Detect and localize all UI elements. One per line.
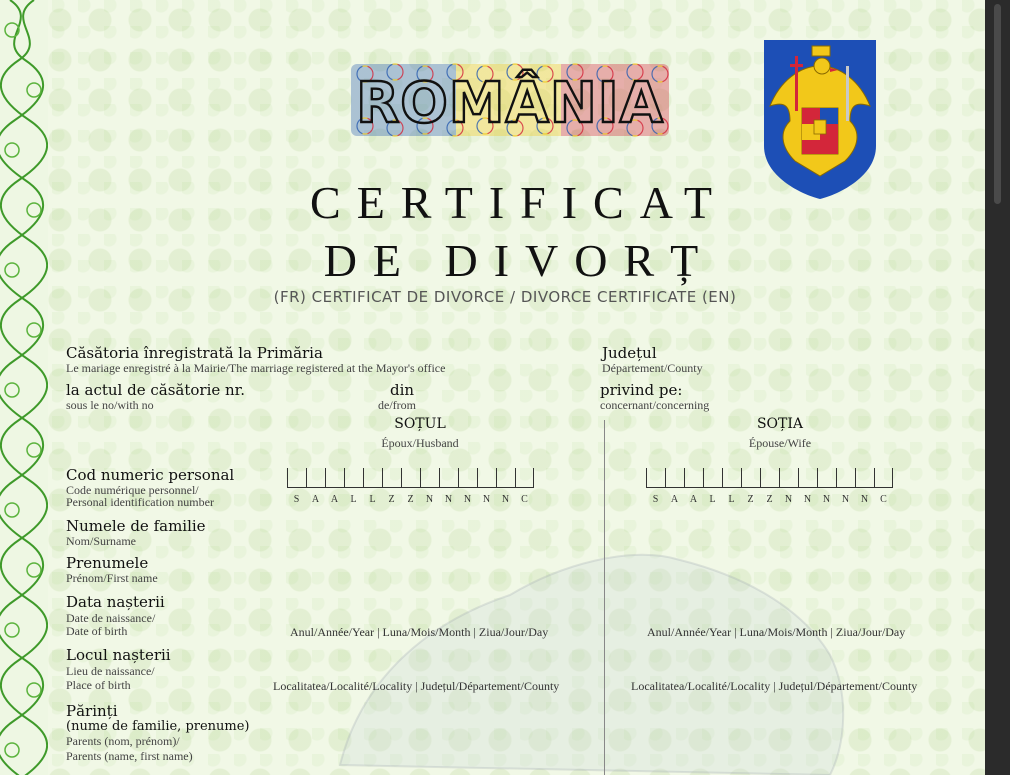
concerning-label: privind pe: bbox=[600, 381, 683, 399]
cnp-digit-box[interactable] bbox=[401, 468, 420, 488]
cnp-digit-box[interactable] bbox=[741, 468, 760, 488]
husband-birth-date-hint: Anul/Année/Year | Luna/Mois/Month | Ziua/Jour/Day bbox=[290, 625, 549, 639]
wife-birth-date-hint: Anul/Année/Year | Luna/Mois/Month | Ziua/Jour/Day bbox=[647, 625, 906, 639]
cnp-letter: A bbox=[670, 494, 679, 505]
decorative-border bbox=[0, 0, 48, 775]
cnp-digit-box[interactable] bbox=[439, 468, 458, 488]
cnp-digit-box[interactable] bbox=[646, 468, 665, 488]
cnp-letter: L bbox=[709, 494, 716, 505]
cnp-letter: C bbox=[521, 494, 528, 505]
cnp-digit-box[interactable] bbox=[344, 468, 363, 488]
cnp-letter: A bbox=[330, 494, 339, 505]
cnp-letter: Z bbox=[747, 494, 754, 505]
cnp-letter: S bbox=[293, 494, 300, 505]
parents-translation-2: Parents (name, first name) bbox=[66, 749, 193, 763]
cnp-letter: N bbox=[784, 494, 793, 505]
cnp-letter: S bbox=[652, 494, 659, 505]
cnp-digit-box[interactable] bbox=[496, 468, 515, 488]
cnp-letter: Z bbox=[766, 494, 773, 505]
cnp-digit-box[interactable] bbox=[798, 468, 817, 488]
husband-cnp-letters bbox=[287, 494, 534, 505]
vertical-scrollbar[interactable] bbox=[985, 0, 1010, 775]
cnp-digit-box[interactable] bbox=[779, 468, 798, 488]
first-name-translation: Prénom/First name bbox=[66, 571, 158, 585]
cnp-digit-box[interactable] bbox=[817, 468, 836, 488]
county-label: Județul bbox=[602, 344, 657, 362]
wife-title: SOȚIA bbox=[756, 416, 804, 432]
subtitle: (FR) CERTIFICAT DE DIVORCE / DIVORCE CERTIFICATE (EN) bbox=[273, 288, 737, 306]
county-translation: Département/County bbox=[602, 361, 703, 375]
romania-logo bbox=[345, 60, 675, 140]
cnp-letter: N bbox=[860, 494, 869, 505]
parents-translation-1: Parents (nom, prénom)/ bbox=[66, 734, 180, 748]
cnp-letter: Z bbox=[407, 494, 414, 505]
parents-label-2: (nume de familie, prenume) bbox=[66, 719, 250, 734]
cnp-digit-box[interactable] bbox=[477, 468, 496, 488]
scrollbar-thumb[interactable] bbox=[994, 4, 1001, 204]
birth-place-label: Locul nașterii bbox=[66, 646, 171, 664]
cnp-letter: N bbox=[444, 494, 453, 505]
husband-translation: Époux/Husband bbox=[381, 436, 459, 450]
wife-cnp-letters bbox=[646, 494, 893, 505]
cnp-letter: N bbox=[425, 494, 434, 505]
cnp-digit-box[interactable] bbox=[515, 468, 534, 488]
column-divider bbox=[604, 420, 605, 775]
cnp-digit-box[interactable] bbox=[420, 468, 439, 488]
marriage-act-label: la actul de căsătorie nr. bbox=[66, 381, 245, 399]
date-from-label: din bbox=[390, 381, 415, 399]
cnp-digit-box[interactable] bbox=[855, 468, 874, 488]
cnp-letter: N bbox=[841, 494, 850, 505]
cnp-digit-box[interactable] bbox=[325, 468, 344, 488]
cnp-digit-box[interactable] bbox=[363, 468, 382, 488]
cnp-letter: A bbox=[689, 494, 698, 505]
cnp-digit-box[interactable] bbox=[874, 468, 893, 488]
birth-date-translation-2: Date of birth bbox=[66, 624, 128, 638]
birth-place-translation-2: Place of birth bbox=[66, 678, 131, 692]
cnp-digit-box[interactable] bbox=[287, 468, 306, 488]
concerning-translation: concernant/concerning bbox=[600, 398, 710, 412]
cnp-digit-box[interactable] bbox=[836, 468, 855, 488]
wife-translation: Épouse/Wife bbox=[748, 436, 812, 450]
cnp-letter: L bbox=[350, 494, 357, 505]
cnp-letter: N bbox=[822, 494, 831, 505]
birth-date-label: Data nașterii bbox=[66, 593, 165, 611]
cnp-digit-box[interactable] bbox=[684, 468, 703, 488]
husband-cnp-boxes[interactable] bbox=[287, 468, 534, 490]
title-line-2: DE DIVORȚ bbox=[323, 235, 715, 286]
cnp-digit-box[interactable] bbox=[760, 468, 779, 488]
parents-label: Părinți bbox=[66, 702, 118, 720]
cnp-letter: L bbox=[728, 494, 735, 505]
date-from-translation: de/from bbox=[378, 398, 416, 412]
marriage-act-translation: sous le no/with no bbox=[66, 398, 154, 412]
cnp-letter: Z bbox=[388, 494, 395, 505]
marriage-registered-translation: Le mariage enregistré à la Mairie/The marriage registered at the Mayor's office bbox=[66, 361, 446, 375]
birth-date-translation-1: Date de naissance/ bbox=[66, 611, 156, 625]
cnp-digit-box[interactable] bbox=[703, 468, 722, 488]
cnp-digit-box[interactable] bbox=[665, 468, 684, 488]
cnp-letter: N bbox=[803, 494, 812, 505]
cnp-digit-box[interactable] bbox=[382, 468, 401, 488]
husband-birth-place-hint: Localitatea/Localité/Locality | Județul/Département/County bbox=[273, 679, 560, 693]
cnp-letter: A bbox=[311, 494, 320, 505]
cnp-letter: N bbox=[463, 494, 472, 505]
wife-birth-place-hint: Localitatea/Localité/Locality | Județul/Département/County bbox=[631, 679, 918, 693]
first-name-label: Prenumele bbox=[66, 554, 149, 572]
cnp-letter: C bbox=[880, 494, 887, 505]
cnp-letter: N bbox=[501, 494, 510, 505]
cnp-translation-2: Personal identification number bbox=[66, 495, 214, 509]
surname-label: Numele de familie bbox=[66, 517, 206, 535]
romania-logo-text: ROMÂNIA bbox=[356, 71, 664, 136]
cnp-letter: L bbox=[369, 494, 376, 505]
cnp-digit-box[interactable] bbox=[722, 468, 741, 488]
birth-place-translation-1: Lieu de naissance/ bbox=[66, 664, 155, 678]
cnp-translation-1: Code numérique personnel/ bbox=[66, 483, 199, 497]
husband-title: SOȚUL bbox=[394, 416, 446, 432]
map-watermark bbox=[300, 535, 860, 775]
cnp-label: Cod numeric personal bbox=[66, 466, 235, 484]
cnp-letter: N bbox=[482, 494, 491, 505]
cnp-digit-box[interactable] bbox=[306, 468, 325, 488]
cnp-digit-box[interactable] bbox=[458, 468, 477, 488]
title-line-1: CERTIFICAT bbox=[310, 177, 728, 228]
wife-cnp-boxes[interactable] bbox=[646, 468, 893, 490]
marriage-registered-label: Căsătoria înregistrată la Primăria bbox=[66, 344, 323, 362]
surname-translation: Nom/Surname bbox=[66, 534, 136, 548]
